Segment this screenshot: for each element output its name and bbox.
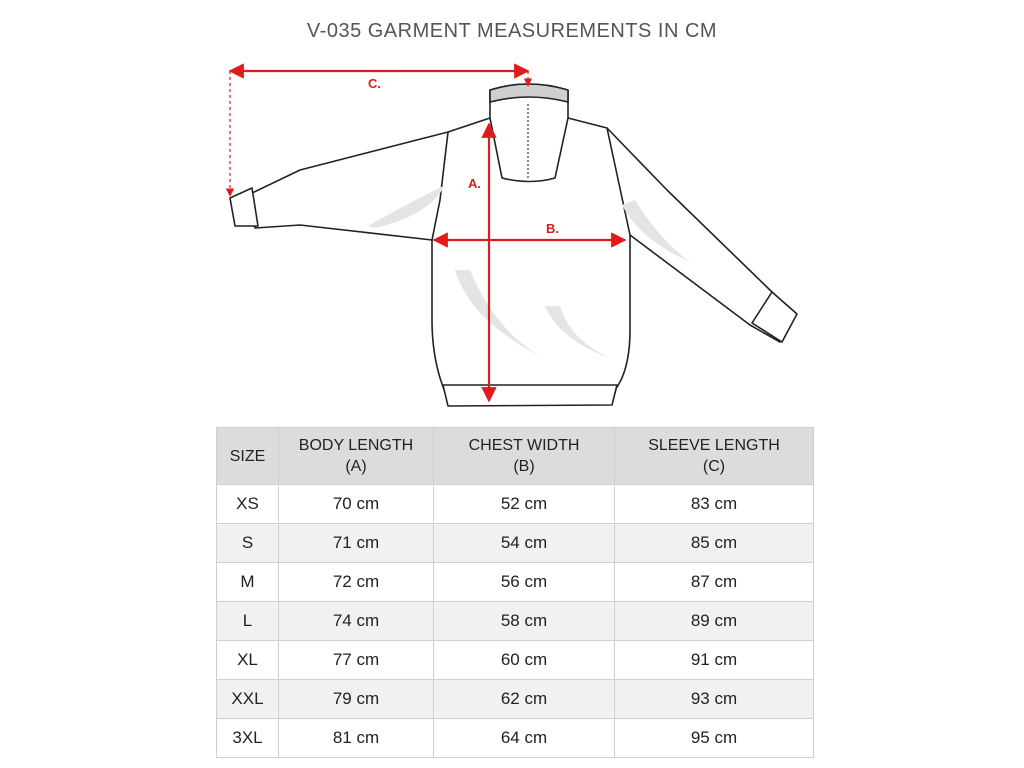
table-row bbox=[217, 719, 814, 758]
cell-chest-width: 56 cm bbox=[434, 563, 615, 602]
header-size: SIZE bbox=[217, 428, 279, 485]
cell-body-length: 81 cm bbox=[279, 719, 434, 758]
table-row bbox=[217, 680, 814, 719]
header-sleeve-length: SLEEVE LENGTH (C) bbox=[615, 428, 814, 485]
cell-chest-width: 64 cm bbox=[434, 719, 615, 758]
cell-body-length: 72 cm bbox=[279, 563, 434, 602]
table-row bbox=[217, 602, 814, 641]
cell-chest-width: 58 cm bbox=[434, 602, 615, 641]
left-sleeve bbox=[248, 132, 448, 240]
page-title: V-035 GARMENT MEASUREMENTS IN CM bbox=[306, 20, 718, 42]
size-chart-table bbox=[216, 427, 814, 758]
label-a: A. bbox=[468, 176, 481, 191]
table-header-row bbox=[217, 428, 814, 485]
cell-chest-width: 54 cm bbox=[434, 524, 615, 563]
cell-size: M bbox=[217, 563, 279, 602]
cell-body-length: 74 cm bbox=[279, 602, 434, 641]
cell-chest-width: 52 cm bbox=[434, 485, 615, 524]
cell-chest-width: 62 cm bbox=[434, 680, 615, 719]
cell-sleeve-length: 95 cm bbox=[615, 719, 814, 758]
waistband bbox=[443, 385, 617, 406]
cell-sleeve-length: 85 cm bbox=[615, 524, 814, 563]
cell-body-length: 70 cm bbox=[279, 485, 434, 524]
sweatshirt-outline bbox=[230, 84, 797, 406]
cell-sleeve-length: 91 cm bbox=[615, 641, 814, 680]
table-row bbox=[217, 485, 814, 524]
label-b: B. bbox=[546, 221, 559, 236]
table-row bbox=[217, 524, 814, 563]
table-row bbox=[217, 563, 814, 602]
cell-size: 3XL bbox=[217, 719, 279, 758]
cell-size: XXL bbox=[217, 680, 279, 719]
cell-sleeve-length: 87 cm bbox=[615, 563, 814, 602]
cell-size: XS bbox=[217, 485, 279, 524]
table-row bbox=[217, 641, 814, 680]
cell-sleeve-length: 93 cm bbox=[615, 680, 814, 719]
cell-chest-width: 60 cm bbox=[434, 641, 615, 680]
header-chest-width: CHEST WIDTH (B) bbox=[434, 428, 615, 485]
cell-size: XL bbox=[217, 641, 279, 680]
cell-size: S bbox=[217, 524, 279, 563]
cell-sleeve-length: 83 cm bbox=[615, 485, 814, 524]
header-body-length: BODY LENGTH (A) bbox=[279, 428, 434, 485]
cell-body-length: 71 cm bbox=[279, 524, 434, 563]
cell-body-length: 77 cm bbox=[279, 641, 434, 680]
label-c: C. bbox=[368, 76, 381, 91]
cell-size: L bbox=[217, 602, 279, 641]
cell-sleeve-length: 89 cm bbox=[615, 602, 814, 641]
cell-body-length: 79 cm bbox=[279, 680, 434, 719]
